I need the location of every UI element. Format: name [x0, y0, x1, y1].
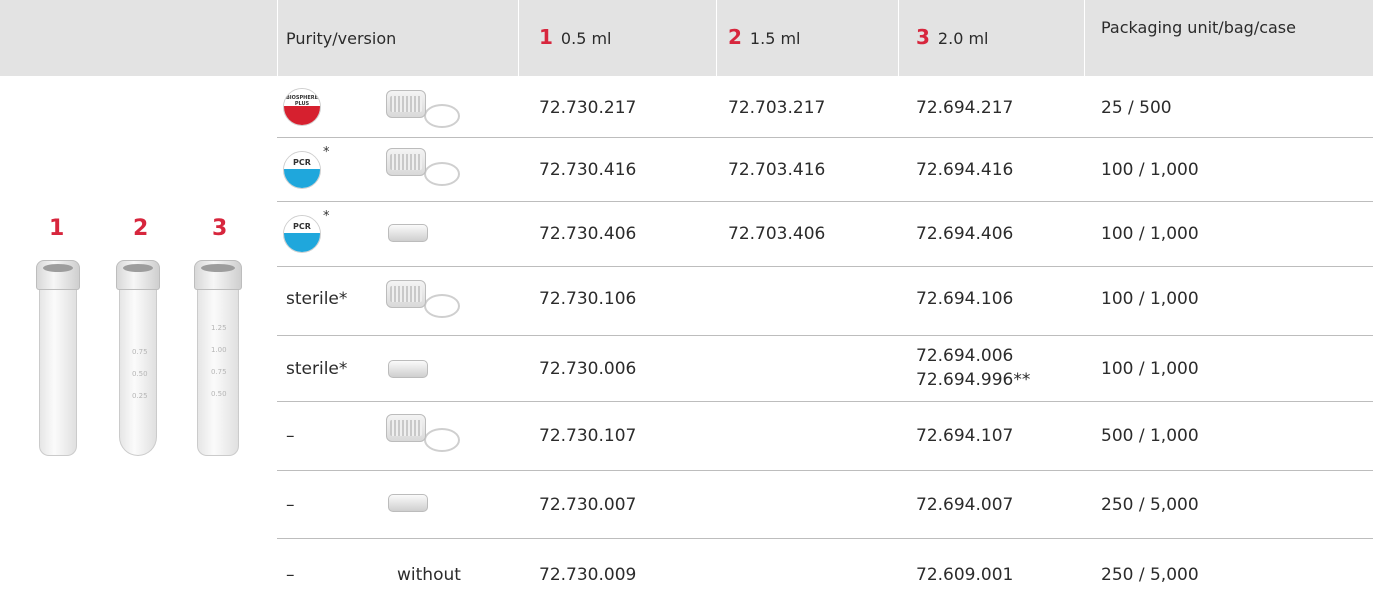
- header-col-3-number: 3: [916, 25, 930, 49]
- badge-label: BIOSPHERE PLUS: [285, 95, 319, 107]
- header-col-3-label: 2.0 ml: [937, 29, 989, 48]
- header-divider: [898, 0, 899, 76]
- cell-0-5ml: 72.730.406: [539, 224, 637, 244]
- biosphere-plus-badge-icon: [283, 88, 321, 126]
- cell-purity: sterile*: [286, 289, 348, 309]
- header-col-1-label: 0.5 ml: [560, 29, 612, 48]
- cell-0-5ml: 72.730.006: [539, 359, 637, 379]
- cell-0-5ml: 72.730.009: [539, 565, 637, 585]
- hinged-cap-icon: [386, 86, 434, 120]
- screw-cap-icon: [388, 494, 428, 512]
- header-packaging: Packaging unit/bag/case: [1101, 18, 1296, 37]
- footnote-star: *: [323, 145, 330, 160]
- graduation-label: 0.75: [132, 348, 148, 356]
- screw-cap-icon: [388, 224, 428, 242]
- cell-2-0ml: 72.694.406: [916, 224, 1014, 244]
- row-divider: [277, 538, 1373, 539]
- header-divider: [277, 0, 278, 76]
- tube-number-2: 2: [133, 216, 149, 241]
- cell-packaging: 25 / 500: [1101, 98, 1172, 118]
- header-divider: [518, 0, 519, 76]
- graduation-label: 1.00: [211, 346, 227, 354]
- row-divider: [277, 470, 1373, 471]
- pcr-badge-icon: [283, 151, 321, 189]
- tube-number-1: 1: [49, 216, 65, 241]
- cell-purity: sterile*: [286, 359, 348, 379]
- graduation-label: 0.50: [132, 370, 148, 378]
- row-divider: [277, 401, 1373, 402]
- tube-2-0ml-image: [194, 260, 242, 456]
- cell-cap-type: without: [397, 565, 461, 585]
- cell-purity: –: [286, 565, 295, 585]
- row-divider: [277, 201, 1373, 202]
- cell-2-0ml: 72.694.106: [916, 289, 1014, 309]
- cell-2-0ml: 72.694.416: [916, 160, 1014, 180]
- cell-packaging: 100 / 1,000: [1101, 160, 1199, 180]
- cell-2-0ml: 72.694.217: [916, 98, 1014, 118]
- cell-2-0ml: 72.609.001: [916, 565, 1014, 585]
- tube-number-3: 3: [212, 216, 228, 241]
- header-divider: [1084, 0, 1085, 76]
- graduation-label: 1.25: [211, 324, 227, 332]
- cell-purity: –: [286, 426, 295, 446]
- cell-2-0ml: 72.694.107: [916, 426, 1014, 446]
- cell-2-0ml: 72.694.007: [916, 495, 1014, 515]
- badge-label: PCR: [293, 158, 311, 167]
- header-col-2-label: 1.5 ml: [749, 29, 801, 48]
- header-col-1: [539, 27, 611, 49]
- tube-0-5ml-image: [36, 260, 80, 456]
- cell-0-5ml: 72.730.416: [539, 160, 637, 180]
- cell-packaging: 250 / 5,000: [1101, 565, 1199, 585]
- cell-0-5ml: 72.730.217: [539, 98, 637, 118]
- pcr-badge-icon: [283, 215, 321, 253]
- row-divider: [277, 335, 1373, 336]
- cell-purity: –: [286, 495, 295, 515]
- graduation-label: 0.50: [211, 390, 227, 398]
- cell-1-5ml: 72.703.406: [728, 224, 826, 244]
- header-divider: [716, 0, 717, 76]
- cell-packaging: 100 / 1,000: [1101, 359, 1199, 379]
- header-col-2-number: 2: [728, 25, 742, 49]
- cell-2-0ml: 72.694.006: [916, 346, 1014, 366]
- row-divider: [277, 266, 1373, 267]
- header-col-1-number: 1: [539, 25, 553, 49]
- header-col-2: [728, 27, 800, 49]
- tube-1-5ml-image: [116, 260, 160, 456]
- hinged-cap-icon: [386, 410, 434, 444]
- graduation-label: 0.25: [132, 392, 148, 400]
- footnote-star: *: [323, 209, 330, 224]
- cell-1-5ml: 72.703.416: [728, 160, 826, 180]
- cell-1-5ml: 72.703.217: [728, 98, 826, 118]
- hinged-cap-icon: [386, 276, 434, 310]
- hinged-cap-icon: [386, 144, 434, 178]
- badge-label: PCR: [293, 222, 311, 231]
- cell-packaging: 500 / 1,000: [1101, 426, 1199, 446]
- table-header: [0, 0, 1373, 76]
- cell-0-5ml: 72.730.007: [539, 495, 637, 515]
- graduation-label: 0.75: [211, 368, 227, 376]
- cell-0-5ml: 72.730.107: [539, 426, 637, 446]
- cell-packaging: 100 / 1,000: [1101, 224, 1199, 244]
- cell-packaging: 100 / 1,000: [1101, 289, 1199, 309]
- header-col-3: [916, 27, 988, 49]
- cell-packaging: 250 / 5,000: [1101, 495, 1199, 515]
- screw-cap-icon: [388, 360, 428, 378]
- cell-2-0ml-secondary: 72.694.996**: [916, 370, 1031, 390]
- header-purity: Purity/version: [286, 29, 397, 48]
- row-divider: [277, 137, 1373, 138]
- cell-0-5ml: 72.730.106: [539, 289, 637, 309]
